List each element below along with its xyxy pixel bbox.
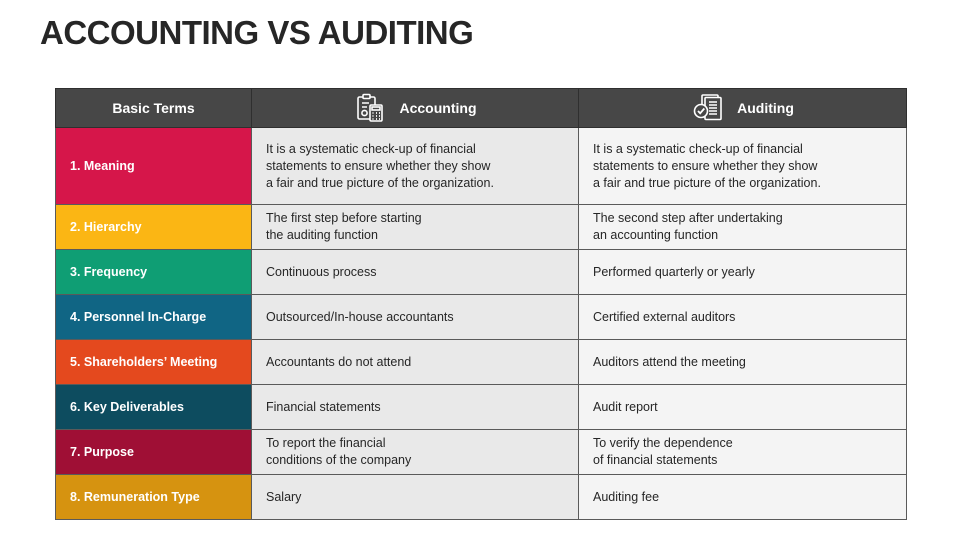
term-cell: 2. Hierarchy: [56, 205, 252, 250]
auditing-cell: [579, 475, 907, 520]
auditing-text-line: Audit report: [593, 399, 658, 414]
table-row: [56, 340, 907, 385]
accounting-cell: [252, 385, 579, 430]
auditing-cell: [579, 340, 907, 385]
term-cell: 4. Personnel In-Charge: [56, 295, 252, 340]
auditing-cell: [579, 205, 907, 250]
table-row: [56, 475, 907, 520]
auditing-text-line: To verify the dependence: [593, 436, 733, 450]
term-cell: 6. Key Deliverables: [56, 385, 252, 430]
table-row: [56, 205, 907, 250]
term-cell: 8. Remuneration Type: [56, 475, 252, 520]
accounting-text-line: Accountants do not attend: [266, 354, 412, 369]
table-row: [56, 295, 907, 340]
page-title: ACCOUNTING VS AUDITING: [40, 14, 474, 51]
clipboard-calculator-icon: [354, 92, 386, 124]
comparison-table: [55, 88, 907, 520]
auditing-text-line: a fair and true picture of the organization.: [593, 175, 821, 190]
header-basic-terms: Basic Terms: [56, 89, 252, 128]
auditing-text-line: an accounting function: [593, 228, 719, 242]
accounting-text-line: a fair and true picture of the organization.: [266, 175, 494, 190]
term-cell: 7. Purpose: [56, 430, 252, 475]
document-checkmark-icon: [691, 92, 723, 124]
auditing-cell: [579, 250, 907, 295]
auditing-cell: [579, 385, 907, 430]
accounting-cell: [252, 205, 579, 250]
auditing-text-line: Auditors attend the meeting: [593, 354, 746, 369]
auditing-cell: [579, 430, 907, 475]
auditing-cell: [579, 128, 907, 205]
table-row: [56, 385, 907, 430]
table-row: [56, 128, 907, 205]
accounting-text-line: statements to ensure whether they show: [266, 158, 491, 173]
auditing-text-line: Auditing fee: [593, 489, 660, 504]
auditing-text-line: Certified external auditors: [593, 309, 736, 324]
table-body: [56, 128, 907, 520]
accounting-text-line: The first step before starting: [266, 211, 422, 225]
accounting-text-line: Outsourced/In-house accountants: [266, 309, 454, 324]
accounting-text-line: conditions of the company: [266, 453, 412, 467]
accounting-cell: [252, 128, 579, 205]
accounting-text-line: the auditing function: [266, 228, 378, 242]
accounting-cell: [252, 340, 579, 385]
auditing-text-line: Performed quarterly or yearly: [593, 264, 755, 279]
table-row: [56, 430, 907, 475]
accounting-text-line: Continuous process: [266, 264, 377, 279]
accounting-cell: [252, 295, 579, 340]
auditing-text-line: It is a systematic check-up of financial: [593, 141, 803, 156]
table-row: [56, 250, 907, 295]
term-cell: 5. Shareholders’ Meeting: [56, 340, 252, 385]
accounting-text-line: To report the financial: [266, 436, 386, 450]
header-auditing: Auditing: [579, 89, 907, 128]
accounting-cell: [252, 430, 579, 475]
accounting-text-line: It is a systematic check-up of financial: [266, 141, 476, 156]
term-cell: 3. Frequency: [56, 250, 252, 295]
accounting-cell: [252, 475, 579, 520]
term-cell: 1. Meaning: [56, 128, 252, 205]
accounting-cell: [252, 250, 579, 295]
auditing-text-line: statements to ensure whether they show: [593, 158, 818, 173]
auditing-text-line: The second step after undertaking: [593, 211, 783, 225]
header-accounting: Accounting: [252, 89, 579, 128]
accounting-text-line: Salary: [266, 489, 302, 504]
accounting-text-line: Financial statements: [266, 399, 381, 414]
auditing-text-line: of financial statements: [593, 453, 718, 467]
auditing-cell: [579, 295, 907, 340]
header-row: [56, 89, 907, 128]
